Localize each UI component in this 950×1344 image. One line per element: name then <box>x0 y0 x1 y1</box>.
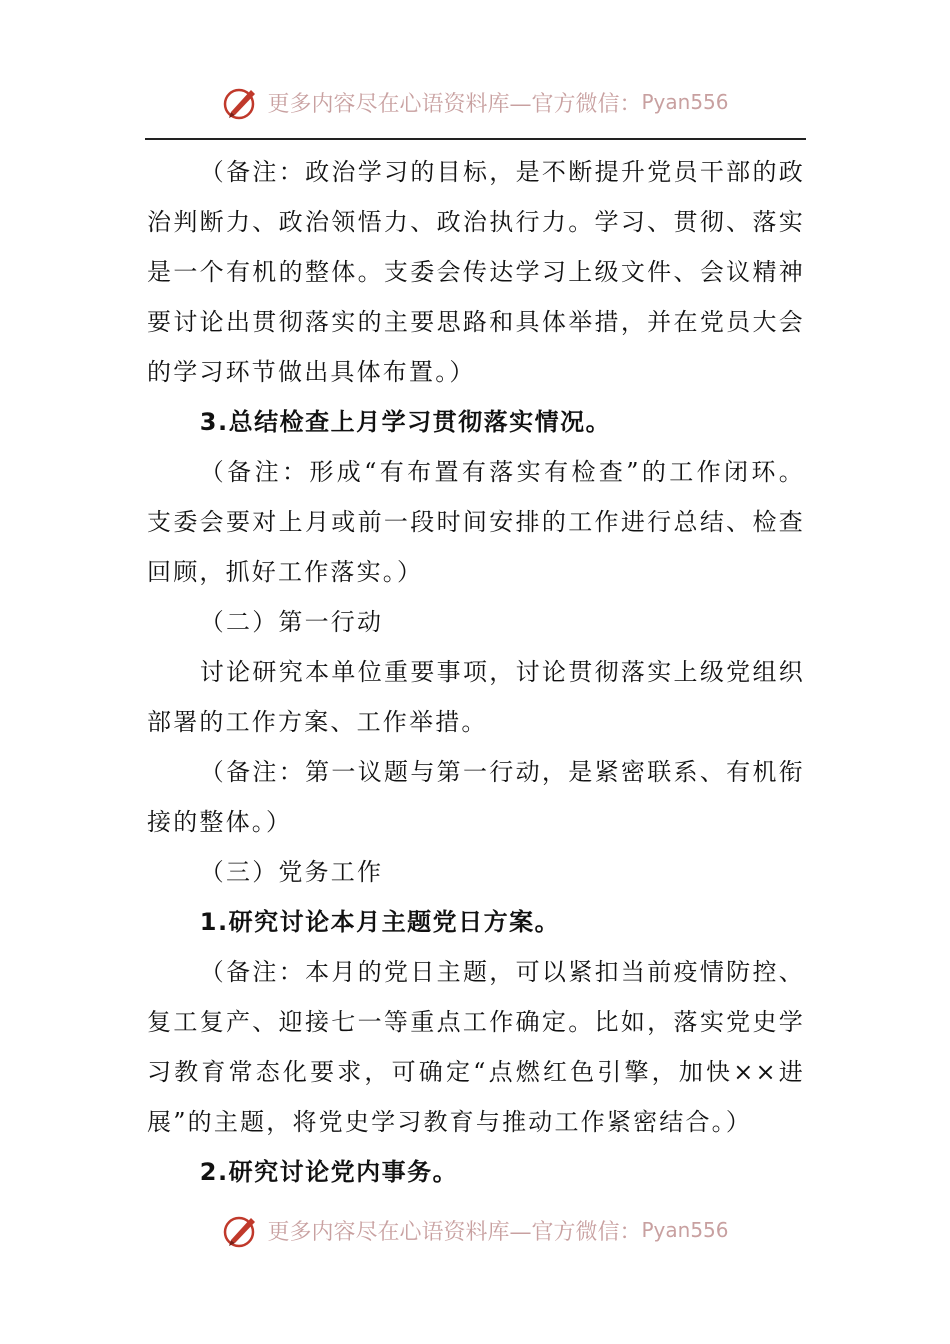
footer-watermark-text: 更多内容尽在心语资料库—官方微信： <box>267 1219 642 1245</box>
heading-section-3: （三）党务工作 <box>199 858 384 886</box>
pen-seal-icon <box>221 82 261 122</box>
heading-item-3: 3.总结检查上月学习贯彻落实情况。 <box>199 408 612 436</box>
footer-watermark <box>0 1208 950 1252</box>
heading-item-1: 1.研究讨论本月主题党日方案。 <box>199 908 561 936</box>
pen-seal-icon <box>221 1210 261 1250</box>
header-watermark-text: 更多内容尽在心语资料库—官方微信： <box>267 91 642 117</box>
document-body <box>147 147 805 1197</box>
paragraph-first-action: 讨论研究本单位重要事项，讨论贯彻落实上级党组织部署的工作方案、工作举措。 <box>147 658 805 736</box>
header-watermark <box>0 80 950 124</box>
heading-item-2: 2.研究讨论党内事务。 <box>199 1158 459 1186</box>
paragraph-note-political-study: （备注：政治学习的目标，是不断提升党员干部的政治判断力、政治领悟力、政治执行力。学习、贯彻、落实是一个有机的整体。支委会传达学习上级文件、会议精神要讨论出贯彻落实的主要思路和具体举措，并在党员大会的学习环节做出具体布置。） <box>147 158 805 386</box>
heading-section-2: （二）第一行动 <box>199 608 384 636</box>
header-divider <box>145 138 806 140</box>
paragraph-note-party-day: （备注：本月的党日主题，可以紧扣当前疫情防控、复工复产、迎接七一等重点工作确定。比如，落实党史学习教育常态化要求，可确定“点燃红色引擎，加快××进展”的主题，将党史学习教育与推动工作紧密结合。） <box>147 958 805 1136</box>
footer-watermark-id: Pyan556 <box>641 1218 729 1242</box>
paragraph-note-closed-loop: （备注：形成“有布置有落实有检查”的工作闭环。支委会要对上月或前一段时间安排的工作进行总结、检查回顾，抓好工作落实。） <box>147 458 805 586</box>
paragraph-note-first-action: （备注：第一议题与第一行动，是紧密联系、有机衔接的整体。） <box>147 758 805 836</box>
header-watermark-id: Pyan556 <box>641 90 729 114</box>
